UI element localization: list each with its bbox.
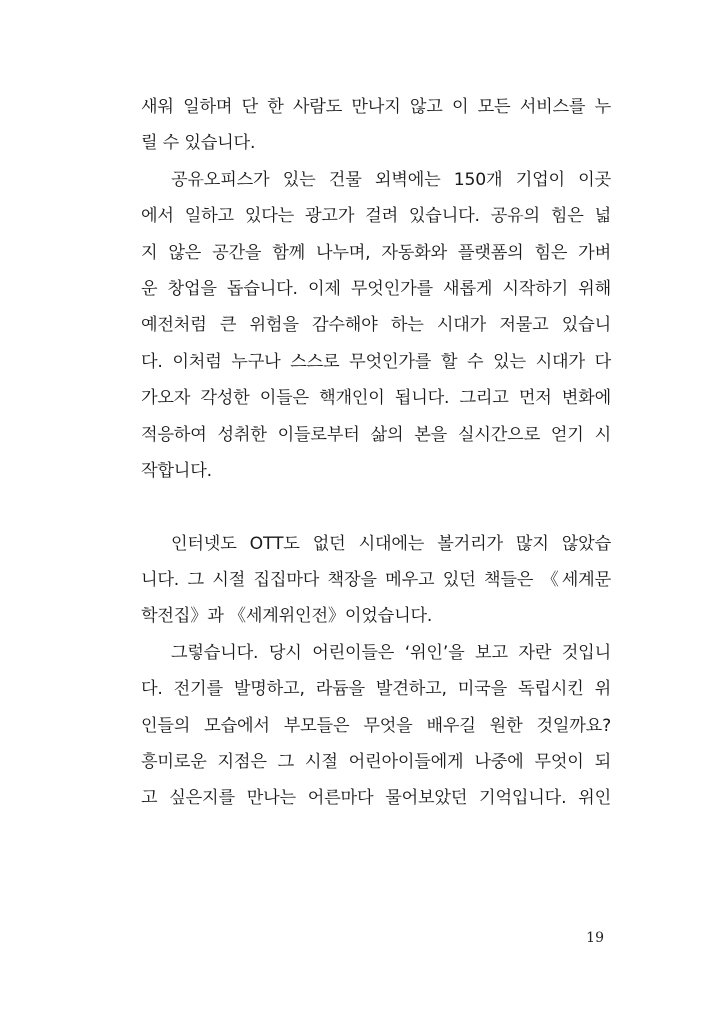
text-line: 공유오피스가 있는 건물 외벽에는 150개 기업이 이곳 (171, 169, 611, 190)
text-line: 적응하여 성취한 이들로부터 삶의 본을 실시간으로 얻기 시 (141, 424, 611, 445)
text-line: 가오자 각성한 이들은 핵개인이 됩니다. 그리고 먼저 변화에 (141, 388, 611, 409)
text-line: 운 창업을 돕습니다. 이제 무엇인가를 새롭게 시작하기 위해 (141, 278, 611, 299)
text-line: 예전처럼 큰 위험을 감수해야 하는 시대가 저물고 있습니 (141, 315, 611, 336)
text-line: 고 싶은지를 만나는 어른마다 물어보았던 기억입니다. 위인 (141, 788, 611, 809)
text-line: 니다. 그 시절 집집마다 책장을 메우고 있던 책들은 《세계문 (141, 570, 611, 591)
text-line: 작합니다. (141, 460, 212, 481)
text-line: 흥미로운 지점은 그 시절 어린아이들에게 나중에 무엇이 되 (141, 752, 611, 773)
text-line: 그렇습니다. 당시 어린이들은 ‘위인’을 보고 자란 것입니 (171, 642, 611, 663)
text-line: 인터넷도 OTT도 없던 시대에는 볼거리가 많지 않았습 (171, 533, 611, 554)
text-line: 새워 일하며 단 한 사람도 만나지 않고 이 모든 서비스를 누 (141, 97, 611, 117)
text-line: 릴 수 있습니다. (141, 133, 256, 154)
text-line: 학전집》과 《세계위인전》이었습니다. (141, 606, 433, 627)
page-body-text (141, 89, 611, 817)
text-line: 에서 일하고 있다는 광고가 걸려 있습니다. 공유의 힘은 넓 (141, 206, 611, 227)
page-number: 19 (586, 930, 604, 946)
text-line: 다. 이처럼 누구나 스스로 무엇인가를 할 수 있는 시대가 다 (141, 351, 611, 372)
text-line: 다. 전기를 발명하고, 라듐을 발견하고, 미국을 독립시킨 위 (141, 679, 611, 700)
text-line: 인들의 모습에서 부모들은 무엇을 배우길 원한 것일까요? (141, 715, 611, 736)
paragraph-gap (141, 489, 611, 525)
text-line: 지 않은 공간을 함께 나누며, 자동화와 플랫폼의 힘은 가벼 (141, 242, 611, 263)
